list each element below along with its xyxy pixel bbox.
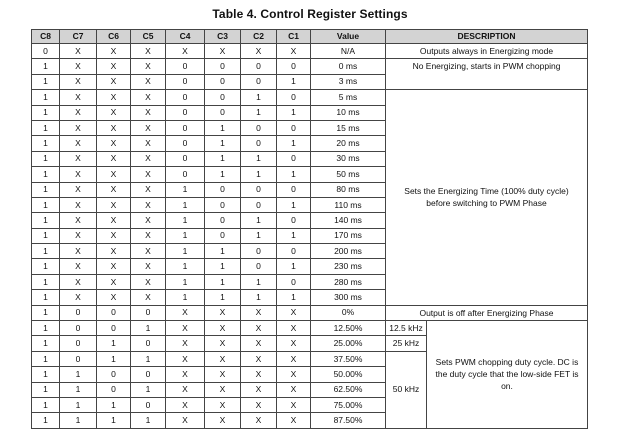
control-register-table [31, 29, 588, 429]
cell-c1: 0 [277, 151, 311, 166]
cell-c6: 0 [97, 367, 131, 382]
cell-c3: 0 [205, 105, 241, 120]
cell-c5: 0 [131, 336, 166, 351]
cell-c2: 0 [241, 259, 277, 274]
cell-c5: X [131, 197, 166, 212]
cell-c8: 1 [32, 105, 60, 120]
cell-c1: X [277, 336, 311, 351]
cell-c7: 0 [60, 336, 97, 351]
description-energizing-time: Sets the Energizing Time (100% duty cycle) before switching to PWM Phase [386, 90, 588, 305]
cell-c5: X [131, 290, 166, 305]
cell-c2: X [241, 321, 277, 336]
header-c6: C6 [97, 30, 131, 44]
cell-c4: 1 [166, 290, 205, 305]
cell-c8: 1 [32, 397, 60, 412]
cell-value: 50 ms [311, 167, 386, 182]
cell-c4: 1 [166, 244, 205, 259]
cell-c8: 1 [32, 151, 60, 166]
cell-c5: X [131, 167, 166, 182]
header-c5: C5 [131, 30, 166, 44]
cell-c6: 0 [97, 321, 131, 336]
cell-c8: 1 [32, 120, 60, 135]
cell-c3: 1 [205, 244, 241, 259]
cell-c1: X [277, 413, 311, 428]
cell-c4: X [166, 321, 205, 336]
cell-c4: 1 [166, 182, 205, 197]
cell-c7: X [60, 44, 97, 59]
cell-value: 80 ms [311, 182, 386, 197]
description-outputs-always-energizing: Outputs always in Energizing mode [386, 44, 588, 59]
cell-value: 25.00% [311, 336, 386, 351]
cell-c4: X [166, 351, 205, 366]
cell-c2: 0 [241, 244, 277, 259]
cell-value: 12.50% [311, 321, 386, 336]
cell-c3: 0 [205, 213, 241, 228]
cell-c2: 1 [241, 274, 277, 289]
cell-c5: X [131, 120, 166, 135]
cell-value: 15 ms [311, 120, 386, 135]
cell-c1: X [277, 382, 311, 397]
cell-c1: X [277, 367, 311, 382]
cell-c3: 0 [205, 90, 241, 105]
cell-c3: X [205, 321, 241, 336]
cell-value: 87.50% [311, 413, 386, 428]
cell-c4: 0 [166, 136, 205, 151]
cell-value: 20 ms [311, 136, 386, 151]
cell-c2: X [241, 367, 277, 382]
cell-value: 280 ms [311, 274, 386, 289]
cell-c6: X [97, 197, 131, 212]
cell-c4: 0 [166, 74, 205, 89]
cell-c5: 1 [131, 321, 166, 336]
cell-value: 30 ms [311, 151, 386, 166]
cell-c7: X [60, 228, 97, 243]
cell-c6: X [97, 259, 131, 274]
cell-value: 0 ms [311, 59, 386, 74]
table-title: Table 4. Control Register Settings [212, 7, 408, 21]
cell-c3: 1 [205, 274, 241, 289]
cell-c6: X [97, 167, 131, 182]
cell-c7: X [60, 197, 97, 212]
cell-c2: 1 [241, 213, 277, 228]
cell-c3: 0 [205, 197, 241, 212]
cell-c1: X [277, 397, 311, 412]
cell-c4: X [166, 336, 205, 351]
cell-c5: X [131, 259, 166, 274]
cell-c8: 1 [32, 367, 60, 382]
cell-value: 5 ms [311, 90, 386, 105]
cell-c3: X [205, 305, 241, 320]
cell-c3: 0 [205, 182, 241, 197]
cell-c3: 1 [205, 290, 241, 305]
description-output-off: Output is off after Energizing Phase [386, 305, 588, 320]
cell-c7: 0 [60, 321, 97, 336]
cell-c8: 1 [32, 59, 60, 74]
cell-c4: 1 [166, 213, 205, 228]
cell-c4: 0 [166, 59, 205, 74]
cell-c7: X [60, 274, 97, 289]
cell-c2: 0 [241, 74, 277, 89]
cell-c5: X [131, 244, 166, 259]
cell-c8: 1 [32, 259, 60, 274]
cell-c3: 1 [205, 120, 241, 135]
description-no-energizing: No Energizing, starts in PWM chopping [386, 59, 588, 90]
cell-c2: X [241, 44, 277, 59]
cell-value: 10 ms [311, 105, 386, 120]
cell-c7: 1 [60, 413, 97, 428]
cell-c8: 1 [32, 167, 60, 182]
cell-value: 230 ms [311, 259, 386, 274]
cell-c6: 1 [97, 413, 131, 428]
cell-c6: X [97, 213, 131, 228]
cell-c3: 0 [205, 59, 241, 74]
cell-c7: X [60, 136, 97, 151]
cell-c3: 0 [205, 228, 241, 243]
cell-c5: 0 [131, 305, 166, 320]
cell-c2: X [241, 351, 277, 366]
cell-c3: 0 [205, 74, 241, 89]
cell-c6: 0 [97, 305, 131, 320]
cell-c4: X [166, 44, 205, 59]
cell-c1: 0 [277, 120, 311, 135]
cell-c7: X [60, 120, 97, 135]
cell-c1: 1 [277, 228, 311, 243]
cell-c7: 1 [60, 367, 97, 382]
cell-c2: 1 [241, 167, 277, 182]
cell-c2: 0 [241, 136, 277, 151]
cell-c4: 0 [166, 151, 205, 166]
cell-value: 37.50% [311, 351, 386, 366]
cell-c7: 1 [60, 397, 97, 412]
cell-c7: X [60, 90, 97, 105]
cell-c7: X [60, 259, 97, 274]
cell-c8: 1 [32, 136, 60, 151]
cell-value: N/A [311, 44, 386, 59]
cell-c6: X [97, 274, 131, 289]
cell-c5: X [131, 74, 166, 89]
cell-c5: 0 [131, 367, 166, 382]
cell-c8: 1 [32, 290, 60, 305]
cell-c8: 1 [32, 336, 60, 351]
cell-c1: 0 [277, 213, 311, 228]
cell-c4: 0 [166, 105, 205, 120]
frequency-50-khz: 50 kHz [386, 351, 427, 428]
cell-c7: 0 [60, 305, 97, 320]
cell-c4: 1 [166, 197, 205, 212]
cell-c2: 1 [241, 151, 277, 166]
header-description: DESCRIPTION [386, 30, 588, 44]
cell-c4: 1 [166, 274, 205, 289]
cell-c2: 0 [241, 120, 277, 135]
cell-c7: X [60, 74, 97, 89]
cell-c1: X [277, 305, 311, 320]
cell-c5: X [131, 90, 166, 105]
cell-c4: X [166, 305, 205, 320]
cell-c8: 1 [32, 213, 60, 228]
cell-c6: X [97, 182, 131, 197]
cell-c3: 1 [205, 151, 241, 166]
cell-c5: X [131, 44, 166, 59]
cell-c8: 1 [32, 382, 60, 397]
cell-c8: 0 [32, 44, 60, 59]
cell-c3: X [205, 44, 241, 59]
cell-c8: 1 [32, 274, 60, 289]
cell-c4: X [166, 413, 205, 428]
cell-c5: X [131, 274, 166, 289]
header-c2: C2 [241, 30, 277, 44]
cell-c5: 1 [131, 351, 166, 366]
cell-c6: X [97, 120, 131, 135]
cell-c4: 0 [166, 120, 205, 135]
cell-c3: 1 [205, 136, 241, 151]
cell-c4: 1 [166, 228, 205, 243]
cell-c6: X [97, 74, 131, 89]
header-c1: C1 [277, 30, 311, 44]
cell-c5: X [131, 105, 166, 120]
cell-c2: 0 [241, 197, 277, 212]
cell-c2: 1 [241, 90, 277, 105]
cell-c1: 0 [277, 59, 311, 74]
cell-c5: 1 [131, 382, 166, 397]
header-value: Value [311, 30, 386, 44]
cell-c7: 1 [60, 382, 97, 397]
header-c8: C8 [32, 30, 60, 44]
cell-c7: X [60, 290, 97, 305]
cell-c7: X [60, 182, 97, 197]
cell-c2: 0 [241, 59, 277, 74]
cell-c2: X [241, 413, 277, 428]
cell-c5: X [131, 59, 166, 74]
cell-c1: 1 [277, 259, 311, 274]
cell-c4: 0 [166, 167, 205, 182]
cell-c4: 0 [166, 90, 205, 105]
cell-c2: 1 [241, 290, 277, 305]
cell-value: 110 ms [311, 197, 386, 212]
cell-c8: 1 [32, 74, 60, 89]
frequency-25-khz: 25 kHz [386, 336, 427, 351]
cell-c5: X [131, 136, 166, 151]
cell-c2: X [241, 382, 277, 397]
cell-c7: X [60, 151, 97, 166]
cell-c1: 1 [277, 290, 311, 305]
cell-value: 3 ms [311, 74, 386, 89]
cell-c3: 1 [205, 259, 241, 274]
cell-c6: 1 [97, 336, 131, 351]
cell-c1: 0 [277, 90, 311, 105]
cell-c4: X [166, 382, 205, 397]
table-row [32, 305, 588, 320]
cell-value: 0% [311, 305, 386, 320]
cell-c8: 1 [32, 413, 60, 428]
cell-c4: X [166, 397, 205, 412]
cell-value: 300 ms [311, 290, 386, 305]
cell-c1: 0 [277, 244, 311, 259]
header-c3: C3 [205, 30, 241, 44]
cell-c5: 1 [131, 413, 166, 428]
cell-c5: 0 [131, 397, 166, 412]
cell-c6: 1 [97, 397, 131, 412]
description-pwm-duty-cycle: Sets PWM chopping duty cycle. DC is the duty cycle that the low-side FET is on. [427, 321, 588, 429]
cell-value: 200 ms [311, 244, 386, 259]
cell-c8: 1 [32, 228, 60, 243]
cell-value: 62.50% [311, 382, 386, 397]
cell-c1: X [277, 351, 311, 366]
cell-c1: 1 [277, 197, 311, 212]
cell-c7: X [60, 213, 97, 228]
cell-c6: X [97, 105, 131, 120]
cell-c4: X [166, 367, 205, 382]
cell-c2: 1 [241, 105, 277, 120]
cell-c6: X [97, 59, 131, 74]
cell-c6: X [97, 136, 131, 151]
frequency-12-5-khz: 12.5 kHz [386, 321, 427, 336]
cell-c7: X [60, 105, 97, 120]
cell-c8: 1 [32, 182, 60, 197]
header-c4: C4 [166, 30, 205, 44]
cell-c8: 1 [32, 305, 60, 320]
cell-c1: 1 [277, 167, 311, 182]
cell-c5: X [131, 213, 166, 228]
cell-c8: 1 [32, 90, 60, 105]
cell-c1: 1 [277, 136, 311, 151]
table-row [32, 44, 588, 59]
cell-c1: 1 [277, 74, 311, 89]
cell-c1: 0 [277, 274, 311, 289]
cell-c3: X [205, 351, 241, 366]
cell-c4: 1 [166, 259, 205, 274]
table-row [32, 59, 588, 74]
header-c7: C7 [60, 30, 97, 44]
cell-c2: 1 [241, 228, 277, 243]
cell-c3: X [205, 397, 241, 412]
cell-c8: 1 [32, 351, 60, 366]
cell-c2: X [241, 305, 277, 320]
cell-c8: 1 [32, 244, 60, 259]
cell-c6: 1 [97, 351, 131, 366]
table-row [32, 90, 588, 105]
cell-c2: X [241, 397, 277, 412]
cell-c1: 1 [277, 105, 311, 120]
cell-c6: 0 [97, 382, 131, 397]
cell-c7: X [60, 167, 97, 182]
cell-c6: X [97, 290, 131, 305]
cell-c6: X [97, 90, 131, 105]
cell-c1: X [277, 44, 311, 59]
cell-c3: X [205, 336, 241, 351]
cell-c2: 0 [241, 182, 277, 197]
cell-c6: X [97, 44, 131, 59]
cell-c7: 0 [60, 351, 97, 366]
cell-c2: X [241, 336, 277, 351]
cell-c3: X [205, 382, 241, 397]
cell-c5: X [131, 151, 166, 166]
cell-c8: 1 [32, 197, 60, 212]
cell-value: 50.00% [311, 367, 386, 382]
cell-c5: X [131, 228, 166, 243]
cell-c1: 0 [277, 182, 311, 197]
cell-c5: X [131, 182, 166, 197]
cell-c1: X [277, 321, 311, 336]
cell-value: 170 ms [311, 228, 386, 243]
cell-c3: 1 [205, 167, 241, 182]
cell-value: 140 ms [311, 213, 386, 228]
header-row [32, 30, 588, 44]
cell-c7: X [60, 59, 97, 74]
cell-c3: X [205, 413, 241, 428]
cell-c6: X [97, 228, 131, 243]
cell-c8: 1 [32, 321, 60, 336]
cell-c7: X [60, 244, 97, 259]
cell-c3: X [205, 367, 241, 382]
cell-c6: X [97, 151, 131, 166]
cell-c6: X [97, 244, 131, 259]
table-row [32, 321, 588, 336]
cell-value: 75.00% [311, 397, 386, 412]
